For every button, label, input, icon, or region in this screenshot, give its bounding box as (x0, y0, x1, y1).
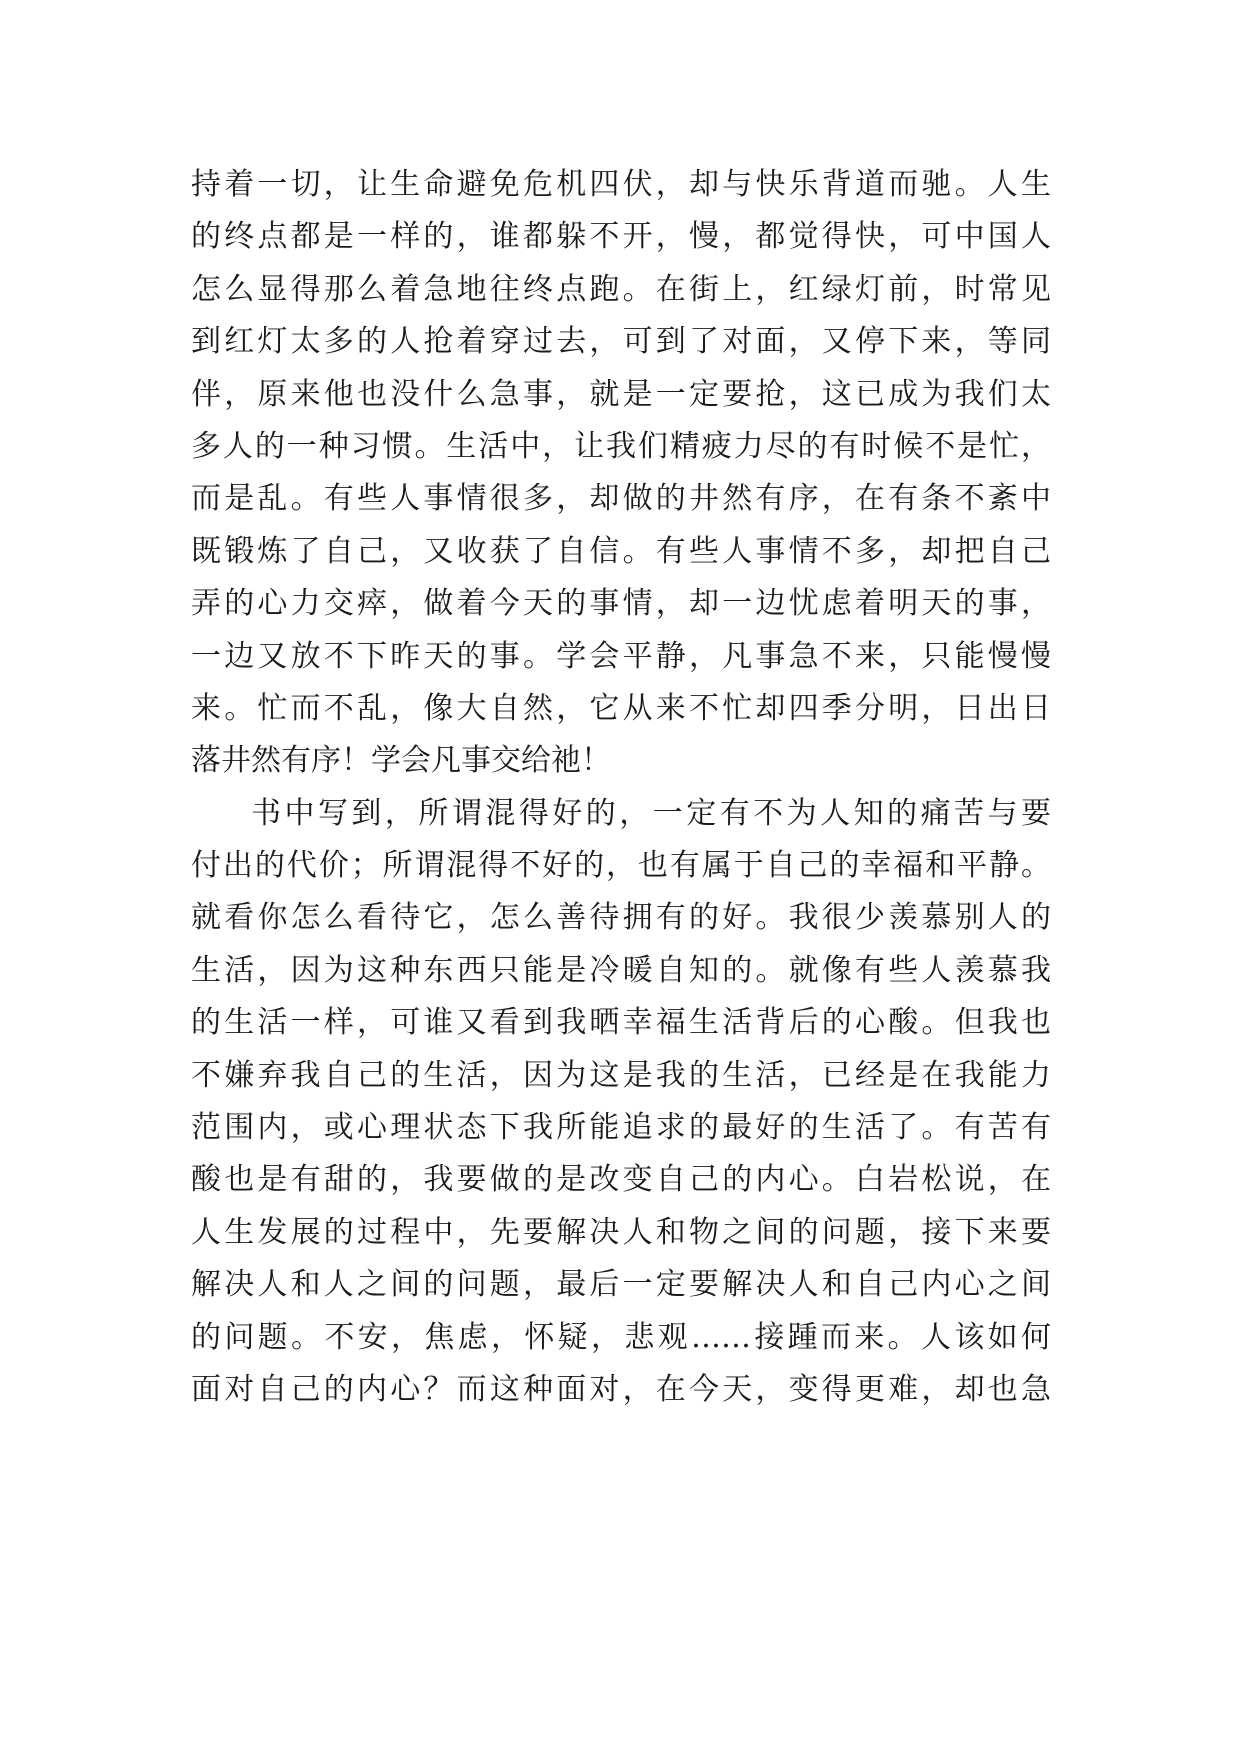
body-text (191, 159, 1051, 1416)
text-line: 既锻炼了自己，又收获了自信。有些人事情不多，却把自己 (191, 533, 1051, 569)
text-line: 生活，因为这种东西只能是冷暖自知的。就像有些人羡慕我 (191, 952, 1051, 988)
text-line: 就看你怎么看待它，怎么善待拥有的好。我很少羡慕别人的 (191, 900, 1051, 936)
text-line: 不嫌弃我自己的生活，因为这是我的生活，已经是在我能力 (191, 1057, 1051, 1093)
text-line: 而是乱。有些人事情很多，却做的井然有序，在有条不紊中 (191, 481, 1051, 517)
text-line: 酸也是有甜的，我要做的是改变自己的内心。白岩松说，在 (191, 1162, 1051, 1198)
text-line: 到红灯太多的人抢着穿过去，可到了对面，又停下来，等同 (191, 324, 1051, 360)
text-line: 落井然有序！学会凡事交给祂！ (191, 743, 611, 779)
text-line: 一边又放不下昨天的事。学会平静，凡事急不来，只能慢慢 (191, 638, 1051, 674)
text-line: 弄的心力交瘁，做着今天的事情，却一边忧虑着明天的事， (191, 586, 1051, 622)
text-line: 来。忙而不乱，像大自然，它从来不忙却四季分明，日出日 (191, 690, 1051, 726)
text-line: 持着一切，让生命避免危机四伏，却与快乐背道而驰。人生 (191, 167, 1051, 202)
text-line: 伴，原来他也没什么急事，就是一定要抢，这已成为我们太 (191, 376, 1051, 412)
text-line: 的问题。不安，焦虑，怀疑，悲观……接踵而来。人该如何 (191, 1319, 1051, 1355)
text-line: 的生活一样，可谁又看到我晒幸福生活背后的心酸。但我也 (191, 1005, 1051, 1041)
text-line: 付出的代价；所谓混得不好的，也有属于自己的幸福和平静。 (191, 848, 1051, 884)
paragraph-first-line: 书中写到，所谓混得好的，一定有不为人知的痛苦与要 (251, 795, 1051, 831)
text-line: 面对自己的内心？而这种面对，在今天，变得更难，却也急 (191, 1371, 1051, 1407)
text-line: 的终点都是一样的，谁都躲不开，慢，都觉得快，可中国人 (191, 219, 1051, 255)
text-line: 解决人和人之间的问题，最后一定要解决人和自己内心之间 (191, 1267, 1051, 1303)
text-line: 多人的一种习惯。生活中，让我们精疲力尽的有时候不是忙， (191, 428, 1051, 464)
text-line: 范围内，或心理状态下我所能追求的最好的生活了。有苦有 (191, 1110, 1051, 1146)
text-line: 怎么显得那么着急地往终点跑。在街上，红绿灯前，时常见 (191, 271, 1051, 307)
text-line: 人生发展的过程中，先要解决人和物之间的问题，接下来要 (191, 1214, 1051, 1250)
